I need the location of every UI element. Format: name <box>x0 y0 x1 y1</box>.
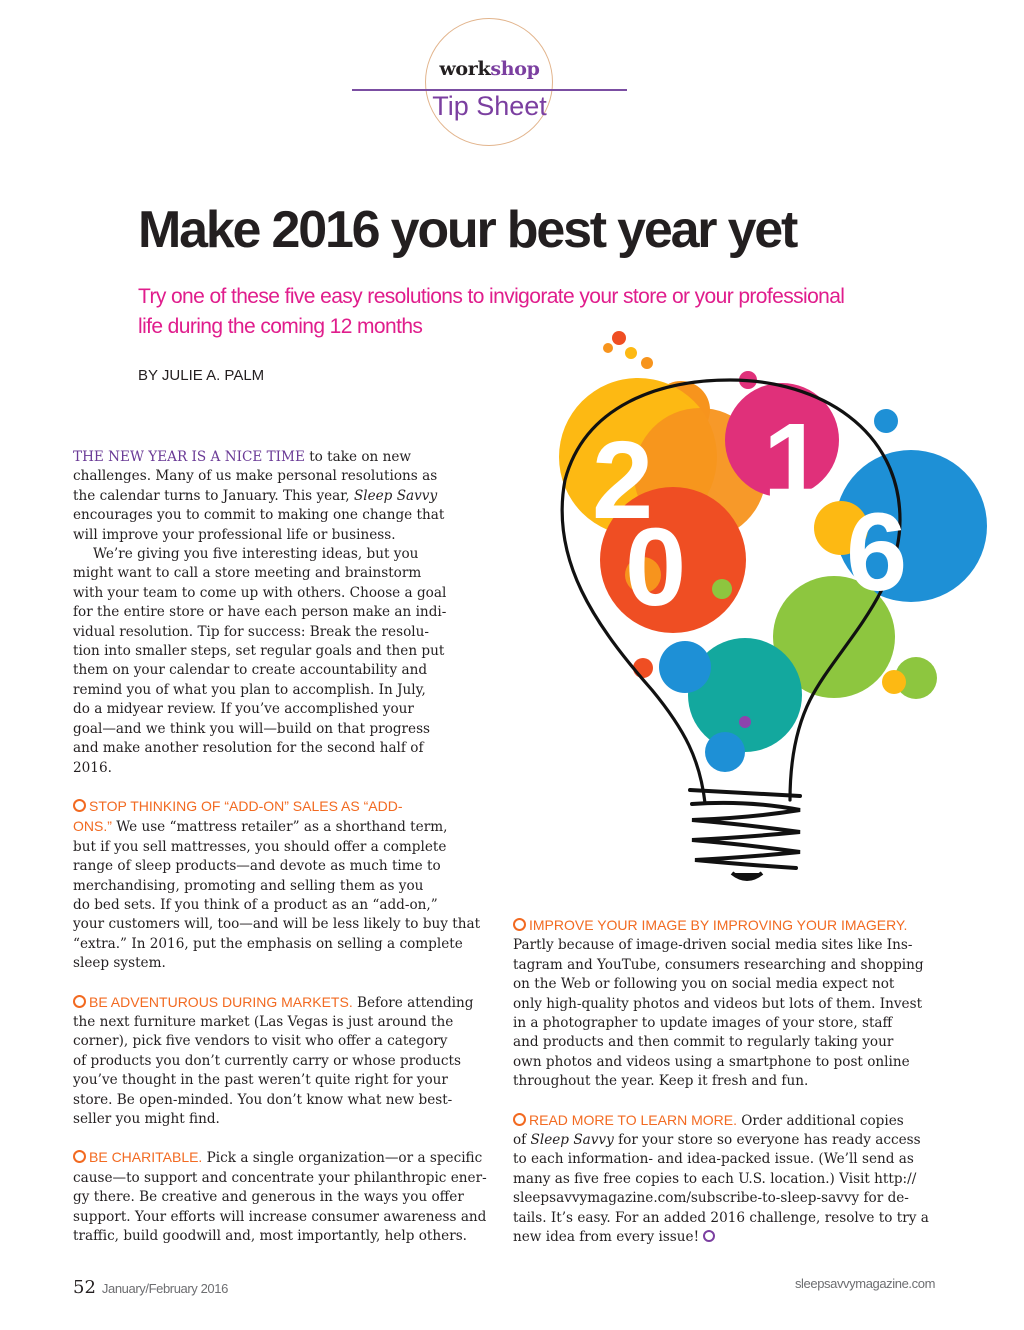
tip-1-line: but if you sell mattresses, you should offer a complete <box>73 838 447 855</box>
intro-text: the calendar turns to January. This year, <box>73 487 354 504</box>
digit-1: 1 <box>763 401 825 524</box>
section-badge-circle <box>425 18 553 146</box>
tip-2-heading: BE ADVENTUROUS DURING MARKETS. <box>89 993 353 1010</box>
bubble <box>659 641 711 693</box>
bullet-icon <box>73 1150 86 1163</box>
tip-2-line: seller you might find. <box>73 1111 220 1127</box>
tip-5-line <box>513 1228 943 1247</box>
tip-4-line: Partly because of image-driven social media sites like Ins- <box>513 937 913 954</box>
tip-3-line: support. Your efforts will increase consumer awareness and <box>73 1208 487 1225</box>
tip-5-line <box>513 1131 943 1150</box>
tip-text: Before attending <box>352 994 474 1011</box>
bullet-icon <box>513 1113 526 1126</box>
digit-0: 0 <box>625 506 687 629</box>
intro-line: them on your calendar to create accountability and <box>73 662 428 679</box>
tip-4-line: throughout the year. Keep it fresh and fun. <box>513 1073 809 1090</box>
tip-2-line <box>73 993 503 1013</box>
byline: BY JULIE A. PALM <box>138 367 265 384</box>
right-column <box>513 916 943 1248</box>
tip-4-line <box>513 916 943 936</box>
page-footer-left <box>73 1277 228 1298</box>
bubble <box>874 409 898 433</box>
tip-text: We use “mattress retailer” as a shorthand term, <box>111 819 448 836</box>
bubble <box>739 716 751 728</box>
intro-line: do a midyear review. If you’ve accomplished your <box>73 701 414 718</box>
intro-line: encourages you to commit to making one change that <box>73 507 445 524</box>
tip-text: for your store so everyone has ready access <box>613 1132 921 1149</box>
tip-3-line: gy there. Be creative and generous in the ways you offer <box>73 1189 464 1206</box>
article-headline: Make 2016 your best year yet <box>138 201 797 259</box>
page-number: 52 <box>73 1277 96 1298</box>
tip-5-line: to each information- and idea-packed issue. (We’ll send as <box>513 1151 914 1168</box>
digit-2: 2 <box>592 419 654 542</box>
tip-1-line <box>73 817 503 837</box>
tip-1-heading-cont: ONS.” <box>73 818 112 835</box>
tip-4-line: and products and then commit to regularly taking your <box>513 1034 894 1051</box>
tip-text: Order additional copies <box>736 1112 904 1129</box>
intro-lead-in: THE NEW YEAR IS A NICE TIME <box>73 449 305 465</box>
bubble-cluster <box>559 331 987 772</box>
bubble <box>612 331 626 345</box>
tip-1-line <box>73 797 503 817</box>
issue-date: January/February 2016 <box>101 1281 228 1296</box>
tip-4-line: own photos and videos using a smartphone to post online <box>513 1053 910 1070</box>
tip-4-line: only high-quality photos and videos but lots of them. Invest <box>513 995 923 1012</box>
bubble <box>603 343 613 353</box>
website-url: sleepsavvymagazine.com <box>794 1276 935 1291</box>
tip-text: Pick a single organization—or a specific <box>202 1150 483 1167</box>
intro-line <box>73 487 503 506</box>
tip-1-line: “extra.” In 2016, put the emphasis on selling a complete <box>73 935 463 952</box>
intro-line: vidual resolution. Tip for success: Break the resolu- <box>73 623 429 640</box>
section-name <box>352 58 627 80</box>
intro-line: challenges. Many of us make personal resolutions as <box>73 468 438 485</box>
tip-2-line: corner), pick five vendors to visit who offer a category <box>73 1033 448 1050</box>
tip-2-line: store. Be open-minded. You don’t know what new best- <box>73 1091 453 1108</box>
tip-4-line: on the Web or following you on social media expect not <box>513 976 895 993</box>
intro-line: for the entire store or have each person make an indi- <box>73 604 447 621</box>
intro-line: and make another resolution for the second half of <box>73 740 424 757</box>
bubble <box>641 357 653 369</box>
digit-6: 6 <box>846 491 908 614</box>
bubble <box>705 732 745 772</box>
tip-text: of <box>513 1132 531 1149</box>
tip-1-line: do bed sets. If you think of a product as an “add-on,” <box>73 896 438 913</box>
lightbulb-tip <box>732 873 762 879</box>
tip-5-line: many as five free copies to each U.S. location.) Visit http:// <box>513 1170 917 1187</box>
bubble <box>882 670 906 694</box>
tip-1-line: your customers will, too—and will be less likely to buy that <box>73 916 481 933</box>
tip-5-line <box>513 1111 943 1131</box>
tip-1-line: merchandising, promoting and selling them as you <box>73 877 424 894</box>
section-name-word-2: shop <box>490 58 540 80</box>
section-subtitle: Tip Sheet <box>432 91 547 121</box>
magazine-title: Sleep Savvy <box>530 1132 614 1149</box>
tip-3-line: cause—to support and concentrate your philanthropic ener- <box>73 1169 487 1186</box>
tip-5-line: sleepsavvymagazine.com/subscribe-to-sleep-savvy for de- <box>513 1190 909 1207</box>
tip-4-line: in a photographer to update images of your store, staff <box>513 1015 893 1032</box>
tip-2-line: you’ve thought in the past weren’t quite right for your <box>73 1072 448 1089</box>
deck-line: Try one of these five easy resolutions to invigorate your store or your professional <box>138 285 845 308</box>
tip-1-line: sleep system. <box>73 955 166 972</box>
lightbulb-screw-base <box>690 790 800 868</box>
tip-3-heading: BE CHARITABLE. <box>89 1149 203 1166</box>
lightbulb-2016-illustration <box>500 320 990 900</box>
tip-4-line: tagram and YouTube, consumers researching and shopping <box>513 956 924 973</box>
tip-2-line: of products you don’t currently carry or whose products <box>73 1052 461 1069</box>
section-name-word-1: work <box>439 58 491 80</box>
left-column <box>73 448 503 1246</box>
bubble <box>712 579 732 599</box>
tip-1-heading: STOP THINKING OF “ADD-ON” SALES AS “ADD- <box>89 797 403 814</box>
intro-text: to take on new <box>304 449 412 465</box>
intro-line: 2016. <box>73 759 112 776</box>
intro-line: We’re giving you five interesting ideas, but you <box>93 546 419 563</box>
intro-line: tion into smaller steps, set regular goals and then put <box>73 643 445 660</box>
tip-3-line: traffic, build goodwill and, most importantly, help others. <box>73 1228 467 1245</box>
bullet-icon <box>73 799 86 812</box>
bullet-icon <box>73 995 86 1008</box>
intro-line <box>73 448 503 467</box>
tip-text: new idea from every issue! <box>513 1229 700 1246</box>
intro-line: will improve your professional life or business. <box>73 526 396 543</box>
bullet-icon <box>513 918 526 931</box>
magazine-title: Sleep Savvy <box>353 487 438 504</box>
tip-1-line: range of sleep products—and devote as much time to <box>73 858 441 875</box>
bubble <box>633 658 653 678</box>
tip-3-line <box>73 1148 503 1168</box>
tip-2-line: the next furniture market (Las Vegas is just around the <box>73 1013 454 1030</box>
tip-5-line: tails. It’s easy. For an added 2016 challenge, resolve to try a <box>513 1209 929 1226</box>
bubble <box>625 347 637 359</box>
deck-line: life during the coming 12 months <box>138 315 423 338</box>
tip-5-heading: READ MORE TO LEARN MORE. <box>529 1111 737 1128</box>
tip-4-heading: IMPROVE YOUR IMAGE BY IMPROVING YOUR IMAGERY. <box>529 917 908 933</box>
end-mark-icon <box>703 1230 715 1242</box>
intro-line: with your team to come up with others. Choose a goal <box>73 584 447 601</box>
intro-line: might want to call a store meeting and brainstorm <box>73 565 422 582</box>
intro-line: remind you of what you plan to accomplish. In July, <box>73 681 426 698</box>
intro-line: goal—and we think you will—build on that progress <box>73 720 431 737</box>
